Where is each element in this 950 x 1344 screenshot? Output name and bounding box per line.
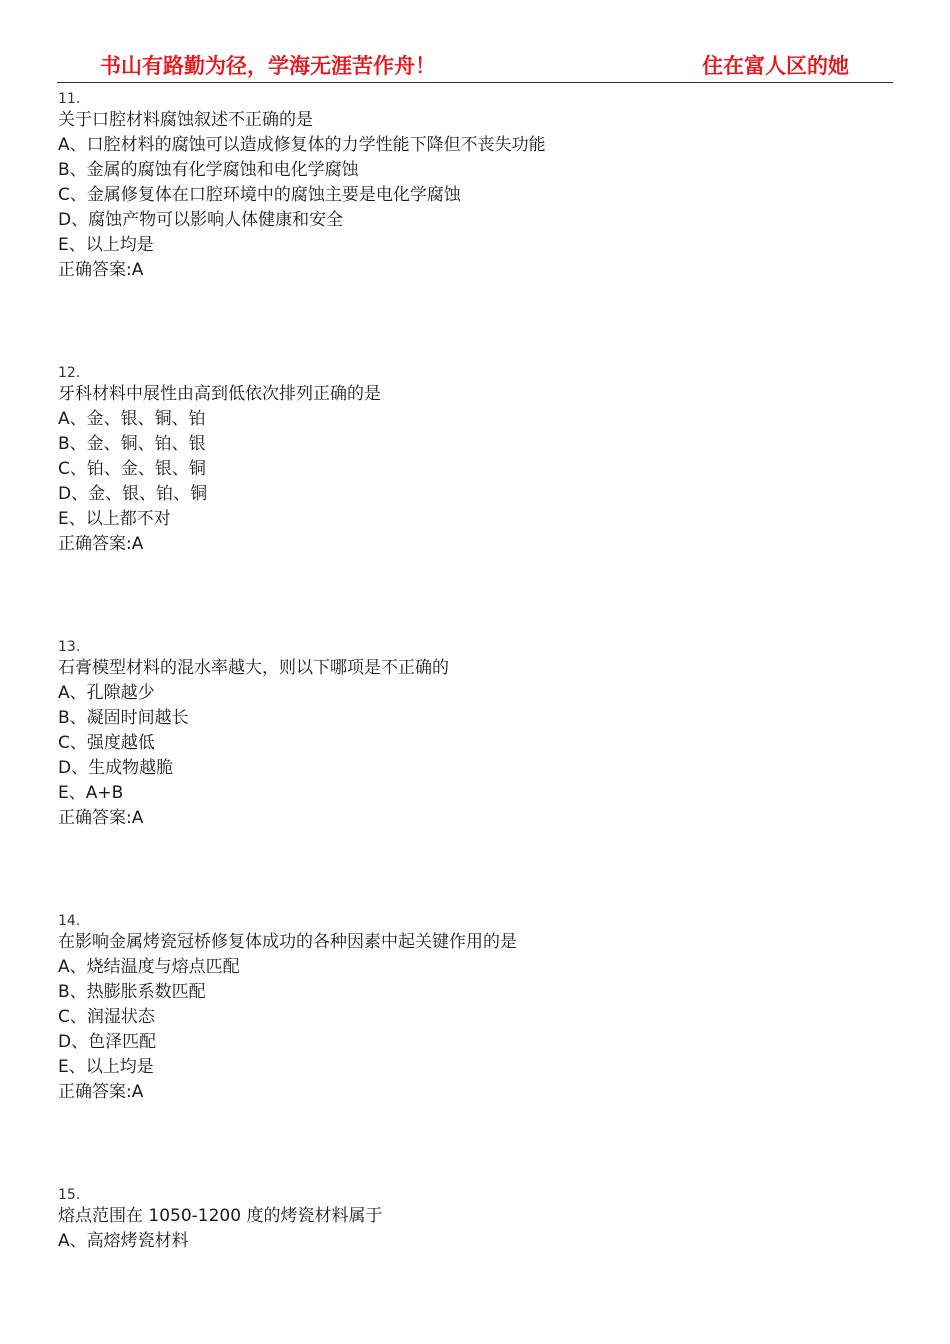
correct-answer: 正确答案:A — [58, 808, 144, 828]
option-c: C、润湿状态 — [58, 1007, 155, 1027]
header-divider — [57, 82, 893, 83]
option-c: C、强度越低 — [58, 733, 155, 753]
option-b: B、金属的腐蚀有化学腐蚀和电化学腐蚀 — [58, 160, 359, 180]
page-header — [0, 46, 950, 86]
question-number: 13. — [58, 639, 81, 655]
correct-answer: 正确答案:A — [58, 1082, 144, 1102]
question-block — [58, 638, 878, 831]
option-d: D、腐蚀产物可以影响人体健康和安全 — [58, 210, 344, 230]
option-b: B、凝固时间越长 — [58, 708, 189, 728]
option-e: E、以上均是 — [58, 235, 154, 255]
option-a: A、口腔材料的腐蚀可以造成修复体的力学性能下降但不丧失功能 — [58, 135, 546, 155]
option-c: C、金属修复体在口腔环境中的腐蚀主要是电化学腐蚀 — [58, 185, 461, 205]
option-a: A、高熔烤瓷材料 — [58, 1231, 189, 1251]
option-e: E、A+B — [58, 783, 124, 803]
option-b: B、金、铜、铂、银 — [58, 434, 206, 454]
option-c: C、铂、金、银、铜 — [58, 459, 206, 479]
header-slogan-right: 住在富人区的她 — [702, 53, 849, 78]
option-a: A、孔隙越少 — [58, 683, 155, 703]
question-stem: 牙科材料中展性由高到低依次排列正确的是 — [58, 384, 381, 404]
question-number: 14. — [58, 913, 81, 929]
option-a: A、烧结温度与熔点匹配 — [58, 957, 240, 977]
question-number: 11. — [58, 91, 81, 107]
option-d: D、色泽匹配 — [58, 1032, 157, 1052]
question-block — [58, 90, 878, 283]
question-stem: 在影响金属烤瓷冠桥修复体成功的各种因素中起关键作用的是 — [58, 932, 517, 952]
option-e: E、以上均是 — [58, 1057, 154, 1077]
correct-answer: 正确答案:A — [58, 260, 144, 280]
question-stem: 熔点范围在 1050-1200 度的烤瓷材料属于 — [58, 1206, 383, 1226]
question-number: 12. — [58, 365, 81, 381]
question-stem: 关于口腔材料腐蚀叙述不正确的是 — [58, 110, 313, 130]
option-d: D、金、银、铂、铜 — [58, 484, 208, 504]
question-block — [58, 364, 878, 557]
question-number: 15. — [58, 1187, 81, 1203]
option-b: B、热膨胀系数匹配 — [58, 982, 206, 1002]
option-d: D、生成物越脆 — [58, 758, 174, 778]
question-block — [58, 912, 878, 1105]
header-slogan-left: 书山有路勤为径，学海无涯苦作舟！ — [100, 53, 436, 78]
correct-answer: 正确答案:A — [58, 534, 144, 554]
option-e: E、以上都不对 — [58, 509, 171, 529]
question-block — [58, 1186, 878, 1254]
option-a: A、金、银、铜、铂 — [58, 409, 206, 429]
question-stem: 石膏模型材料的混水率越大，则以下哪项是不正确的 — [58, 658, 449, 678]
